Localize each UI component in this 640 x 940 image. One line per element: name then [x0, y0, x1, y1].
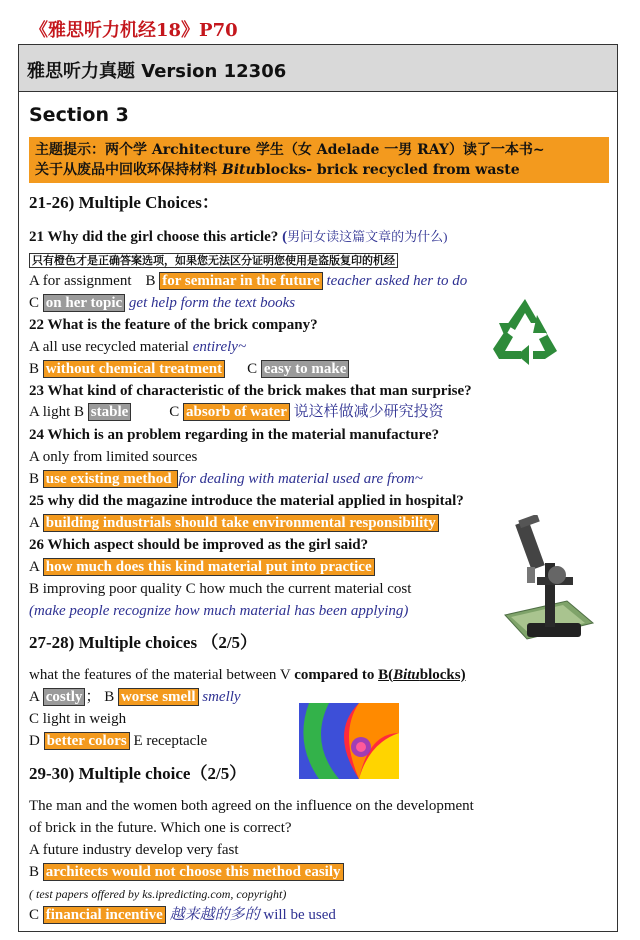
q22-option-a-note: entirely~	[192, 339, 247, 355]
q22-option-c: easy to make	[261, 360, 350, 378]
q24-option-b-label: B	[29, 471, 43, 487]
q22-option-b-answer: without chemical treatment	[43, 360, 225, 378]
topic-line-2	[35, 160, 603, 180]
copyright-note: ( test papers offered by ks.ipredicting.com, copyright)	[29, 887, 287, 901]
q29-option-c-answer: financial incentive	[43, 906, 166, 924]
section-title: Section 3	[29, 104, 129, 126]
mc3-heading: 29-30) Multiple choice（2/5）	[29, 764, 247, 783]
q27-intro-compared: compared to	[294, 667, 379, 683]
microscope-image	[497, 515, 597, 645]
q25-option-a-answer: building industrials should take environmental responsibility	[43, 514, 439, 532]
warning-note: 只有橙色才是正确答案选项，如果您无法区分证明您使用是盗版复印的机经	[29, 253, 398, 268]
q21-option-c-note: get help form the text books	[125, 295, 296, 311]
frame-header	[19, 45, 617, 92]
q21-cn-note: 男问女读这篇文章的为什么)	[287, 229, 448, 244]
q21-paren: (	[282, 229, 288, 245]
q22-option-a: A all use recycled material	[29, 339, 193, 355]
q24-option-a: A only from limited sources	[29, 449, 198, 465]
q23-option-c-label: C	[169, 404, 184, 420]
q21-option-a: A for assignment	[29, 273, 132, 289]
mc2-heading: 27-28) Multiple choices （2/5）	[29, 633, 258, 652]
q21-option-b-note: teacher asked her to do	[322, 273, 468, 289]
q25-option-a-row	[29, 513, 439, 533]
q21-question-text: 21 Why did the girl choose this article?	[29, 229, 283, 245]
q27-intro	[29, 665, 466, 685]
q22-question: 22 What is the feature of the brick company?	[29, 317, 318, 333]
q24-option-b-answer: use existing method	[43, 470, 179, 488]
q22-option-a-row	[29, 337, 246, 357]
topic-line-1: 主题提示：两个学 Architecture 学生（女 Adelade 一男 RAY）读了一本书~	[35, 142, 545, 158]
q27-intro-blocks: blocks)	[419, 667, 466, 683]
q23-option-b: stable	[88, 403, 132, 421]
q27-options-de	[29, 731, 207, 751]
q27-option-e: E receptacle	[129, 733, 208, 749]
q27-intro-text: what the features of the material between V	[29, 667, 295, 683]
q27-option-d-answer: better colors	[44, 732, 130, 750]
q24-option-b-row	[29, 469, 423, 489]
topic-line-2-rest: blocks- brick recycled from waste	[255, 162, 520, 178]
q26-option-a-label: A	[29, 559, 43, 575]
q27-intro-b-paren: B(	[378, 667, 394, 683]
q29-option-c-note-cn: 越来越的多的	[165, 907, 260, 923]
q29-option-c-row	[29, 905, 336, 925]
q27-intro-bitu: Bitu	[393, 667, 420, 683]
exam-frame	[18, 44, 618, 932]
topic-line-2-text: 关于从废品中回收环保持材料	[35, 162, 222, 178]
q27-options-ab	[29, 687, 241, 707]
color-swirl-image	[299, 703, 399, 779]
q29-option-a: A future industry develop very fast	[29, 842, 239, 858]
q27-option-b-answer: worse smell	[118, 688, 199, 706]
q29-option-b-answer: architects would not choose this method easily	[43, 863, 344, 881]
q21-options-ab	[29, 271, 467, 291]
q26-options-bc: B improving poor quality C how much the current material cost	[29, 581, 412, 597]
q27-option-d-label: D	[29, 733, 44, 749]
q22-option-b-label: B	[29, 361, 43, 377]
q22-option-c-label: C	[247, 361, 261, 377]
q26-question: 26 Which aspect should be improved as the girl said?	[29, 537, 369, 553]
q21-question	[29, 227, 447, 247]
mc1-heading: 21-26) Multiple Choices：	[29, 193, 219, 212]
q29-option-c-label: C	[29, 907, 43, 923]
q27-option-a-label: A	[29, 689, 43, 705]
q24-option-b-note: for dealing with material used are from~	[178, 471, 423, 487]
q25-question: 25 why did the magazine introduce the material applied in hospital?	[29, 493, 464, 509]
q23-option-c-answer: absorb of water	[183, 403, 290, 421]
q27-intro-bitublocks	[378, 667, 466, 683]
q23-question: 23 What kind of characteristic of the brick makes that man surprise?	[29, 383, 472, 399]
q23-options-row	[29, 402, 444, 422]
q26-option-a-row	[29, 557, 375, 577]
q21-option-c: on her topic	[43, 294, 125, 312]
q29-option-c-note-en: will be used	[259, 907, 336, 923]
q21-option-c-label: C	[29, 295, 43, 311]
q21-option-c-row	[29, 293, 295, 313]
topic-banner	[29, 137, 609, 183]
q29-intro-2: of brick in the future. Which one is correct?	[29, 820, 292, 836]
q21-option-b-label: B	[145, 273, 160, 289]
q22-option-bc-row	[29, 359, 349, 379]
q23-option-a: A light B	[29, 404, 88, 420]
page-title: 雅思听力真题 Version 12306	[27, 61, 287, 82]
topic-bitu: Bitu	[221, 162, 256, 178]
q21-warning-row	[29, 250, 398, 271]
book-title: 《雅思听力机经18》P70	[30, 20, 238, 41]
q24-question: 24 Which is an problem regarding in the material manufacture?	[29, 427, 440, 443]
q29-option-b-label: B	[29, 864, 43, 880]
q26-option-a-answer: how much does this kind material put into practice	[43, 558, 375, 576]
q23-option-c-note: 说这样做减少研究投资	[289, 404, 444, 420]
q29-intro-1: The man and the women both agreed on the influence on the development	[29, 798, 474, 814]
q21-option-b-answer: for seminar in the future	[159, 272, 323, 290]
q27-option-b-note: smelly	[198, 689, 241, 705]
q26-note: (make people recognize how much material has been applying)	[29, 603, 409, 619]
q25-option-a-label: A	[29, 515, 43, 531]
q29-option-b-row	[29, 862, 344, 882]
recycle-icon	[487, 293, 563, 369]
q27-option-a: costly	[43, 688, 86, 706]
q27-separator: ； B	[85, 689, 118, 705]
q27-option-c: C light in weigh	[29, 711, 127, 727]
